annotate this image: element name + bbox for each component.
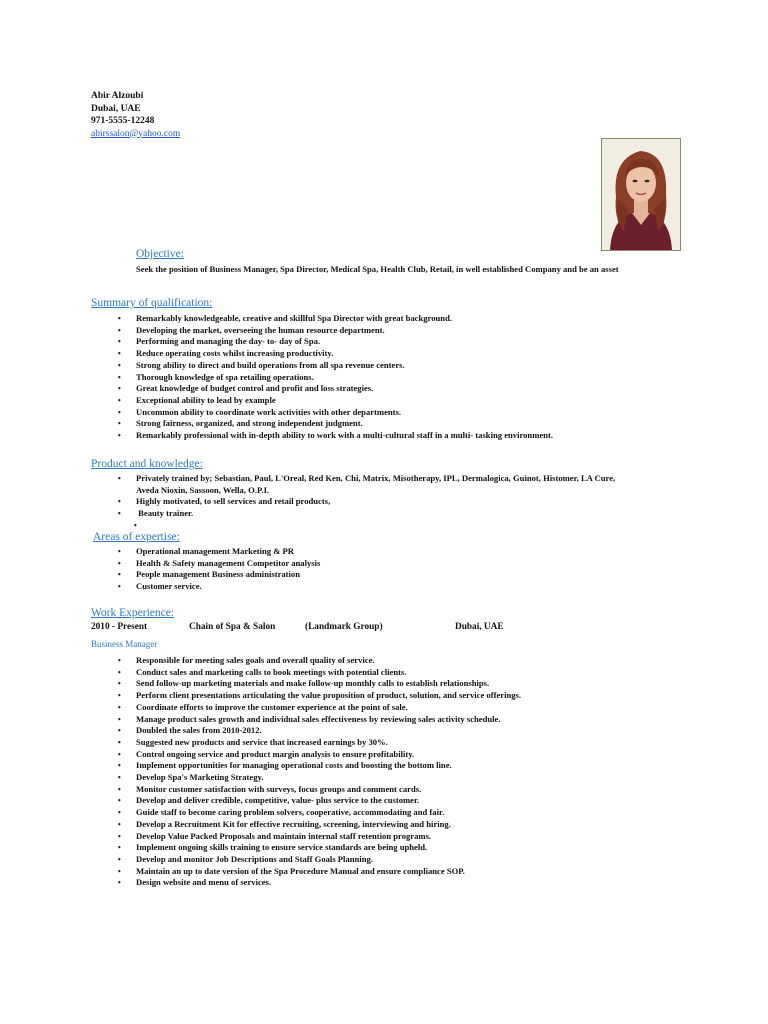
bullet-icon: • — [118, 737, 121, 747]
list-item: • Conduct sales and marketing calls to book meetings with potential clients. — [118, 666, 407, 677]
list-item: • Guide staff to become caring problem solvers, cooperative, accommodating and fair. — [118, 807, 445, 818]
list-item: • Develop Value Packed Proposals and maintain internal staff retention programs. — [118, 830, 432, 841]
bullet-icon: • — [118, 808, 121, 818]
bullet-icon: • — [118, 384, 121, 394]
product-list — [118, 473, 678, 530]
bullet-icon: • — [118, 558, 121, 568]
expertise-heading: Areas of expertise: — [93, 531, 180, 543]
list-item: • Maintain an up to date version of the Spa Procedure Manual and ensure compliance SOP. — [118, 865, 465, 876]
list-item: • Customer service. — [118, 581, 202, 592]
list-item: • Strong ability to direct and build operations from all spa revenue centers. — [118, 359, 405, 370]
bullet-icon: • — [118, 749, 121, 759]
bullet-icon: • — [118, 773, 121, 783]
bullet-icon: • — [118, 395, 121, 405]
bullet-icon: • — [118, 878, 121, 888]
list-item: • Developing the market, overseeing the human resource department. — [118, 324, 385, 335]
profile-photo — [601, 138, 681, 251]
contact-block — [91, 90, 180, 140]
work-list — [118, 655, 698, 889]
bullet-icon: • — [118, 843, 121, 853]
bullet-icon: • — [118, 726, 121, 736]
bullet-icon: • — [118, 854, 121, 864]
contact-name: Abir Alzoubi — [91, 91, 144, 101]
list-item: • Great knowledge of budget control and profit and loss strategies. — [118, 383, 374, 394]
list-item: • People management Business administration — [118, 569, 301, 580]
bullet-icon: • — [118, 431, 121, 441]
work-heading: Work Experience: — [91, 607, 175, 619]
bullet-icon: • — [118, 679, 121, 689]
bullet-icon: • — [118, 691, 121, 701]
bullet-icon: • — [118, 819, 121, 829]
list-item: • Performing and managing the day- to- day of Spa. — [118, 336, 321, 347]
list-item: Aveda Nioxin, Sassoon, Wella, O.P.I. — [136, 484, 270, 495]
bullet-icon: • — [118, 547, 121, 556]
job-location: Dubai, UAE — [455, 622, 504, 632]
bullet-icon: • — [118, 761, 121, 771]
list-item: • Develop and monitor Job Descriptions and Staff Goals Planning. — [118, 853, 373, 864]
list-item: • Doubled the sales from 2010-2012. — [118, 725, 262, 736]
bullet-icon: • — [118, 372, 121, 382]
bullet-icon: • — [118, 582, 121, 592]
objective-text: Seek the position of Business Manager, Spa Director, Medical Spa, Health Club, Retail, in well established Company and be an asset — [136, 264, 619, 274]
contact-email-link[interactable]: abirssalon@yahoo.com — [91, 128, 181, 139]
bullet-icon: • — [118, 667, 121, 677]
bullet-icon: • — [118, 474, 121, 483]
summary-list — [118, 313, 678, 442]
expertise-list — [118, 546, 678, 593]
list-item: • Uncommon ability to coordinate work activities with other departments. — [118, 406, 402, 417]
bullet-icon: • — [118, 831, 121, 841]
bullet-icon: • — [118, 419, 121, 429]
list-item: • Monitor customer satisfaction with surveys, focus groups and comment cards. — [118, 783, 422, 794]
bullet-icon: • — [118, 407, 121, 417]
bullet-icon: • — [118, 866, 121, 876]
bullet-icon: • — [118, 314, 121, 323]
bullet-icon: • — [118, 337, 121, 347]
objective-heading: Objective: — [136, 248, 184, 260]
list-item: • Responsible for meeting sales goals and overall quality of service. — [118, 655, 375, 665]
job-company: Chain of Spa & Salon — [189, 622, 276, 632]
list-item: • Manage product sales growth and individual sales effectiveness by reviewing sales activity schedule. — [118, 713, 501, 724]
contact-city: Dubai, UAE — [91, 103, 141, 114]
product-heading: Product and knowledge: — [91, 458, 203, 470]
bullet-icon: • — [118, 349, 121, 359]
list-item: • Strong fairness, organized, and strong independent judgment. — [118, 418, 363, 429]
portrait-image — [602, 139, 680, 250]
bullet-icon: • — [118, 509, 121, 519]
bullet-icon: • — [134, 520, 137, 530]
list-item: • Send follow-up marketing materials and make follow-up monthly calls to establish relationships. — [118, 678, 490, 689]
summary-heading: Summary of qualification: — [91, 297, 213, 309]
list-item: • Thorough knowledge of spa retailing operations. — [118, 371, 314, 382]
list-item: • Implement opportunities for managing operational costs and boosting the bottom line. — [118, 760, 452, 771]
list-item: • Highly motivated, to sell services and retail products, — [118, 496, 331, 507]
bullet-icon: • — [118, 702, 121, 712]
job-title: Business Manager — [91, 639, 158, 649]
contact-phone: 971-5555-12248 — [91, 116, 155, 126]
list-item: • Develop a Recruitment Kit for effective recruiting, screening, interviewing and hiring. — [118, 818, 451, 829]
bullet-icon: • — [118, 656, 121, 665]
bullet-icon: • — [118, 714, 121, 724]
list-item: • Suggested new products and service that increased earnings by 30%. — [118, 736, 388, 747]
list-item: • Operational management Marketing & PR — [118, 546, 295, 556]
bullet-icon: • — [118, 360, 121, 370]
list-item: • Privately trained by; Sebastian, Paul, L'Oreal, Red Ken, Chi, Matrix, Misotherapy, IPL, Dermalogica, Guinot, Histomer, LA Cure, — [118, 473, 616, 483]
list-item: • Reduce operating costs whilst increasing productivity. — [118, 348, 334, 359]
list-item: • Coordinate efforts to improve the customer experience at the point of sale. — [118, 701, 408, 712]
list-item: • Remarkably knowledgeable, creative and skillful Spa Director with great background. — [118, 313, 452, 323]
job-group: (Landmark Group) — [305, 622, 383, 632]
list-item: • Develop Spa's Marketing Strategy. — [118, 772, 264, 783]
list-item: • Exceptional ability to lead by example — [118, 394, 276, 405]
list-item: • Design website and menu of services. — [118, 877, 272, 888]
list-item: • Beauty trainer. — [118, 508, 194, 519]
bullet-icon: • — [118, 497, 121, 507]
list-item: • Perform client presentations articulating the value proposition of product, solution, and service offerings. — [118, 690, 522, 701]
bullet-icon: • — [118, 325, 121, 335]
list-item: • Implement ongoing skills training to ensure service standards are being upheld. — [118, 842, 428, 853]
list-item: • Control ongoing service and product margin analysis to ensure profitability. — [118, 748, 415, 759]
list-item: • Health & Safety management Competitor analysis — [118, 557, 321, 568]
bullet-icon: • — [118, 784, 121, 794]
list-item: • Develop and deliver credible, competitive, value- plus service to the customer. — [118, 795, 420, 806]
list-item: • Remarkably professional with in-depth ability to work with a multi-cultural staff in a multi- tasking environment. — [118, 430, 553, 441]
job-period: 2010 - Present — [91, 622, 148, 632]
bullet-icon: • — [118, 570, 121, 580]
bullet-icon: • — [118, 796, 121, 806]
